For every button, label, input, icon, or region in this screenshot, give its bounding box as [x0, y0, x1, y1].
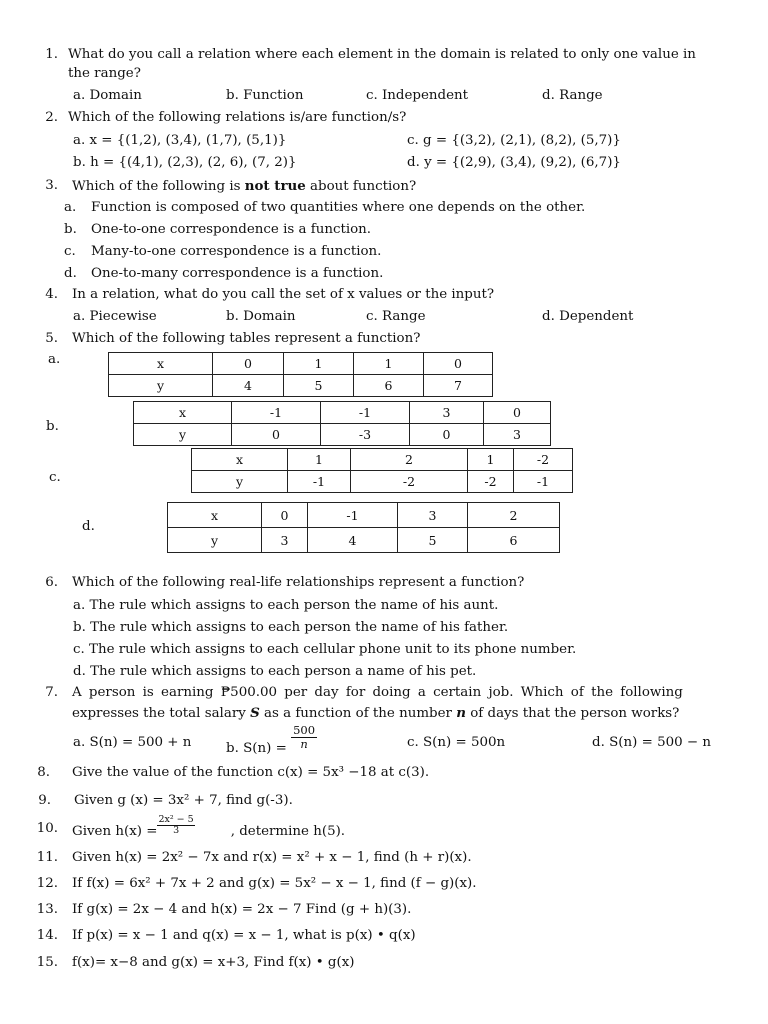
- table-cell: y: [109, 375, 213, 397]
- q4-option-c: c. Range: [366, 309, 426, 324]
- q2-text: Which of the following relations is/are function/s?: [68, 110, 407, 125]
- q5-label-c: c.: [49, 470, 61, 485]
- q5-table-a: [108, 352, 493, 397]
- table-cell: 3: [398, 503, 468, 528]
- q3-letter-d: d.: [64, 266, 77, 281]
- q7-option-b: b. S(n) = $\frac{500}{n}$: [226, 723, 316, 756]
- table-cell: 7: [424, 375, 493, 397]
- q5-label-a: a.: [48, 352, 61, 367]
- table-cell: -2: [468, 471, 514, 493]
- q2-option-c: c. g = {(3,2), (2,1), (8,2), (5,7)}: [407, 133, 621, 148]
- table-cell: 6: [468, 528, 560, 553]
- table-row: [192, 449, 573, 471]
- table-cell: 3: [484, 424, 551, 446]
- q4-option-d: d. Dependent: [542, 309, 634, 324]
- table-row: [168, 528, 560, 553]
- table-cell: y: [134, 424, 232, 446]
- table-cell: -1: [232, 402, 321, 424]
- table-cell: 0: [424, 353, 493, 375]
- q4-option-b: b. Domain: [226, 309, 296, 324]
- table-cell: 3: [410, 402, 484, 424]
- q2-option-b: b. h = {(4,1), (2,3), (2, 6), (7, 2)}: [73, 155, 297, 170]
- q7-option-a: a. S(n) = 500 + n: [73, 735, 192, 750]
- q3-option-d: One-to-many correspondence is a function.: [91, 266, 384, 281]
- table-cell: 6: [354, 375, 424, 397]
- q6-text: Which of the following real-life relationships represent a function?: [72, 575, 525, 590]
- q8-text: Give the value of the function c(x) = 5x³ −18 at c(3).: [72, 765, 430, 780]
- table-cell: -1: [321, 402, 410, 424]
- q7-var-n: n: [456, 705, 466, 721]
- q3-letter-b: b.: [64, 222, 77, 237]
- q1-number: 1.: [45, 47, 58, 62]
- table-cell: -2: [351, 471, 468, 493]
- q14-text: If p(x) = x − 1 and q(x) = x − 1, what is p(x) • q(x): [72, 928, 416, 943]
- q4-number: 4.: [45, 287, 58, 302]
- table-cell: 0: [410, 424, 484, 446]
- q1-text-line1: What do you call a relation where each element in the domain is related to only one value in: [68, 47, 696, 62]
- table-cell: 1: [354, 353, 424, 375]
- table-cell: 3: [262, 528, 308, 553]
- q8-number: 8.: [37, 765, 50, 780]
- q5-number: 5.: [45, 331, 58, 346]
- q1-option-c: c. Independent: [366, 88, 469, 103]
- q5-table-d: [167, 502, 560, 553]
- table-cell: 2: [468, 503, 560, 528]
- q9-number: 9.: [38, 793, 51, 808]
- q4-text: In a relation, what do you call the set of x values or the input?: [72, 287, 495, 302]
- q10-text: Given h(x) = $\frac{\text{2x² − 5}}{3}$ , determine h(5).: [72, 814, 346, 839]
- q11-text: Given h(x) = 2x² − 7x and r(x) = x² + x − 1, find (h + r)(x).: [72, 850, 472, 865]
- table-cell: 4: [308, 528, 398, 553]
- q7-number: 7.: [45, 685, 58, 700]
- q12-text: If f(x) = 6x² + 7x + 2 and g(x) = 5x² − x − 1, find (f − g)(x).: [72, 876, 477, 891]
- table-row: [134, 402, 551, 424]
- table-cell: -1: [514, 471, 573, 493]
- table-cell: 2: [351, 449, 468, 471]
- table-cell: 0: [213, 353, 284, 375]
- q7-option-c: c. S(n) = 500n: [407, 735, 506, 750]
- q7-option-d: d. S(n) = 500 − n: [592, 735, 711, 750]
- table-cell: 5: [398, 528, 468, 553]
- table-row: [134, 424, 551, 446]
- q3-letter-c: c.: [64, 244, 76, 259]
- table-cell: 1: [288, 449, 351, 471]
- q7-fraction: $\frac{500}{n}$: [293, 723, 316, 751]
- table-cell: x: [192, 449, 288, 471]
- q1-option-d: d. Range: [542, 88, 603, 103]
- q15-text: f(x)= x−8 and g(x) = x+3, Find f(x) • g(x): [72, 955, 355, 970]
- q7-text-line2: expresses the total salary S as a function of the number n of days that the person works?: [72, 705, 680, 721]
- q13-number: 13.: [36, 902, 58, 917]
- q6-number: 6.: [45, 575, 58, 590]
- table-cell: x: [109, 353, 213, 375]
- q7-text-line1: A person is earning ₱500.00 per day for doing a certain job. Which of the following: [72, 685, 683, 700]
- table-cell: x: [134, 402, 232, 424]
- q3-option-b: One-to-one correspondence is a function.: [91, 222, 372, 237]
- table-cell: 1: [284, 353, 354, 375]
- q1-text-line2: the range?: [68, 66, 141, 81]
- table-cell: x: [168, 503, 262, 528]
- table-cell: -2: [514, 449, 573, 471]
- q5-text: Which of the following tables represent a function?: [72, 331, 421, 346]
- q13-text: If g(x) = 2x − 4 and h(x) = 2x − 7 Find (g + h)(3).: [72, 902, 412, 917]
- q6-option-b: b. The rule which assigns to each person the name of his father.: [73, 620, 509, 635]
- table-row: [109, 375, 493, 397]
- q3-emphasis: not true: [244, 178, 306, 194]
- table-cell: -1: [288, 471, 351, 493]
- q5-label-d: d.: [82, 519, 95, 534]
- q3-text: Which of the following is not true about function?: [72, 178, 417, 194]
- table-cell: 0: [232, 424, 321, 446]
- q3-option-c: Many-to-one correspondence is a function.: [91, 244, 382, 259]
- q2-number: 2.: [45, 110, 58, 125]
- table-row: [168, 503, 560, 528]
- q1-option-a: a. Domain: [73, 88, 142, 103]
- q6-option-d: d. The rule which assigns to each person a name of his pet.: [73, 664, 477, 679]
- q5-table-c: [191, 448, 573, 493]
- q3-option-a: Function is composed of two quantities where one depends on the other.: [91, 200, 586, 215]
- q11-number: 11.: [36, 850, 58, 865]
- q7-var-s: S: [250, 705, 260, 721]
- table-cell: 5: [284, 375, 354, 397]
- table-row: [109, 353, 493, 375]
- table-cell: 1: [468, 449, 514, 471]
- q14-number: 14.: [36, 928, 58, 943]
- table-cell: 0: [484, 402, 551, 424]
- q5-label-b: b.: [46, 419, 59, 434]
- table-cell: y: [168, 528, 262, 553]
- q4-option-a: a. Piecewise: [73, 309, 157, 324]
- q9-text: Given g (x) = 3x² + 7, find g(-3).: [74, 793, 293, 808]
- table-cell: -1: [308, 503, 398, 528]
- q5-table-b: [133, 401, 551, 446]
- q1-option-b: b. Function: [226, 88, 304, 103]
- table-row: [192, 471, 573, 493]
- q15-number: 15.: [36, 955, 58, 970]
- q2-option-d: d. y = {(2,9), (3,4), (9,2), (6,7)}: [407, 155, 621, 170]
- q3-letter-a: a.: [64, 200, 77, 215]
- q10-number: 10.: [36, 821, 58, 836]
- table-cell: -3: [321, 424, 410, 446]
- q6-option-a: a. The rule which assigns to each person the name of his aunt.: [73, 598, 499, 613]
- q2-option-a: a. x = {(1,2), (3,4), (1,7), (5,1)}: [73, 133, 287, 148]
- q3-number: 3.: [45, 178, 58, 193]
- q10-fraction: $\frac{\text{2x² − 5}}{3}$: [158, 814, 194, 836]
- table-cell: y: [192, 471, 288, 493]
- q6-option-c: c. The rule which assigns to each cellular phone unit to its phone number.: [73, 642, 577, 657]
- q12-number: 12.: [36, 876, 58, 891]
- table-cell: 4: [213, 375, 284, 397]
- table-cell: 0: [262, 503, 308, 528]
